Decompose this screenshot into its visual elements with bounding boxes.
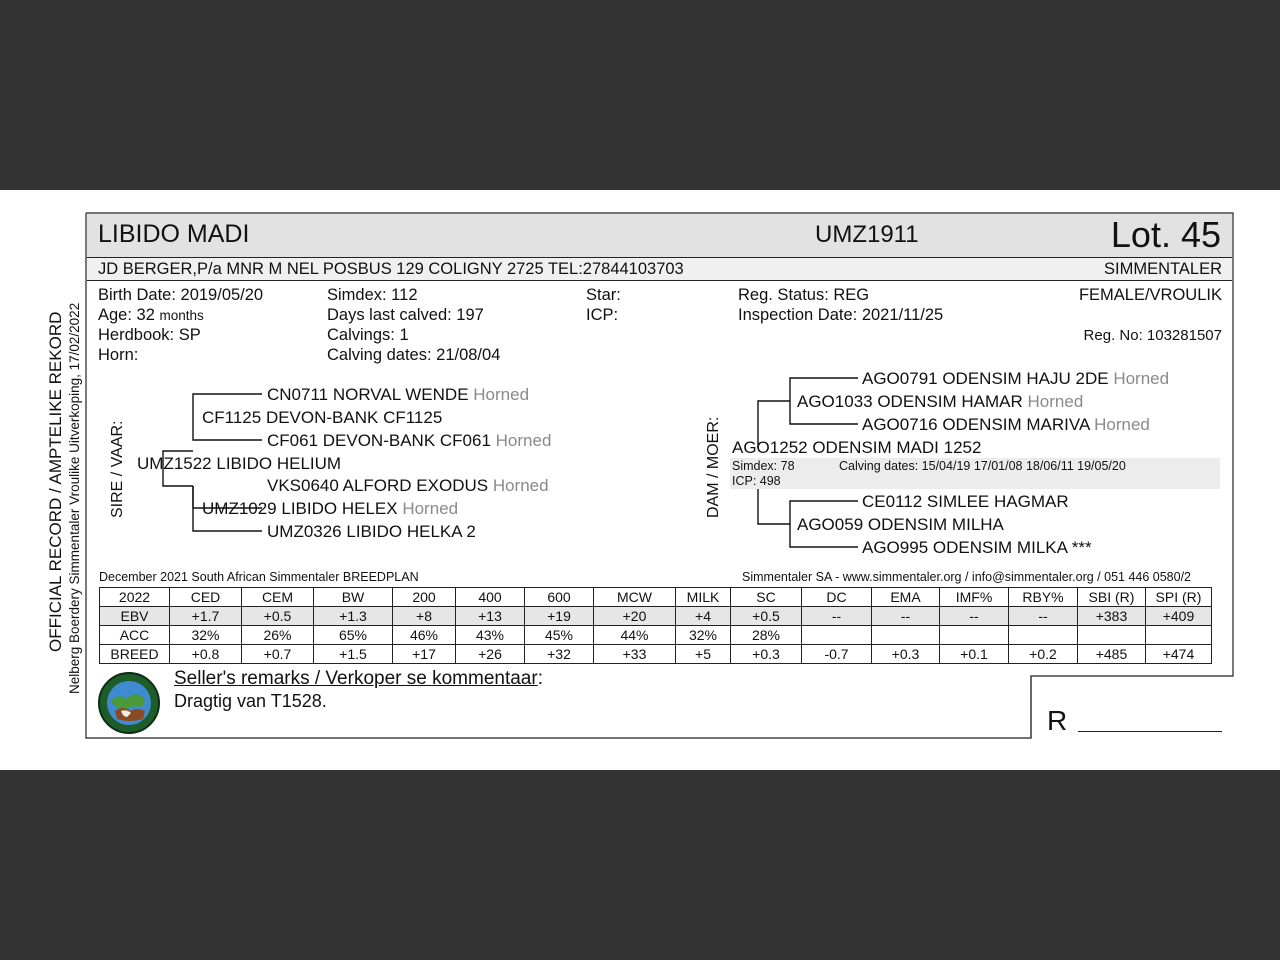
sire-sire: CF1125 DEVON-BANK CF1125	[202, 408, 443, 427]
table-row	[100, 645, 1212, 664]
icp: ICP:	[586, 306, 619, 324]
inspection-date: Inspection Date: 2021/11/25	[738, 306, 944, 324]
table-cell	[940, 626, 1009, 645]
table-cell: +409	[1146, 607, 1212, 626]
table-cell	[1078, 626, 1146, 645]
table-cell: BW	[314, 588, 393, 607]
table-cell: +26	[456, 645, 525, 664]
price-input-line[interactable]	[1078, 731, 1222, 732]
table-cell: BREED	[100, 645, 170, 664]
horn-label: Horned	[402, 499, 459, 518]
horn-label: Horned	[1027, 392, 1084, 411]
table-cell: --	[802, 607, 872, 626]
birth-date: Birth Date: 2019/05/20	[98, 286, 264, 304]
table-cell: +0.2	[1009, 645, 1078, 664]
table-cell: +485	[1078, 645, 1146, 664]
table-cell: +0.7	[242, 645, 314, 664]
breed-label: SIMMENTALER	[1104, 260, 1222, 278]
breedplan-caption: December 2021 South African Simmentaler BREEDPLAN	[99, 570, 419, 584]
table-cell: 32%	[676, 626, 731, 645]
table-cell: +0.5	[242, 607, 314, 626]
table-cell	[802, 626, 872, 645]
remarks-text: Dragtig van T1528.	[174, 691, 327, 711]
animal-name: LIBIDO MADI	[98, 220, 250, 248]
table-cell: 43%	[456, 626, 525, 645]
table-cell: EBV	[100, 607, 170, 626]
table-cell: 44%	[594, 626, 676, 645]
table-header-row	[100, 588, 1212, 607]
dam-dam-dam: AGO995 ODENSIM MILKA ***	[862, 538, 1092, 557]
remarks-title: Seller's remarks / Verkoper se kommentaar	[174, 668, 538, 689]
table-cell: --	[940, 607, 1009, 626]
table-cell: +1.7	[170, 607, 242, 626]
breedplan-table	[99, 587, 1212, 664]
sire-dam-sire: VKS0640 ALFORD EXODUS Horned	[267, 476, 549, 495]
horn-label: Horned	[495, 431, 552, 450]
table-cell: +1.3	[314, 607, 393, 626]
calving-dates: Calving dates: 21/08/04	[327, 346, 501, 364]
table-row	[100, 626, 1212, 645]
table-cell: MCW	[594, 588, 676, 607]
table-row	[100, 607, 1212, 626]
table-cell: +19	[525, 607, 594, 626]
table-cell: ACC	[100, 626, 170, 645]
calvings: Calvings: 1	[327, 326, 409, 344]
days-last-calved: Days last calved: 197	[327, 306, 484, 324]
table-cell	[1146, 626, 1212, 645]
horn-status: Horn:	[98, 346, 139, 364]
table-cell: +13	[456, 607, 525, 626]
dam-simdex: Simdex: 78	[732, 459, 795, 473]
table-cell: SPI (R)	[1146, 588, 1212, 607]
table-cell	[872, 626, 940, 645]
catalogue-sheet	[0, 190, 1280, 770]
table-cell: +8	[393, 607, 456, 626]
sale-info-text: Nelberg Boerdery Simmentaler Vroulike Uitverkoping, 17/02/2022	[67, 302, 82, 694]
price-currency: R	[1047, 705, 1068, 736]
table-cell: +1.5	[314, 645, 393, 664]
sire-label: SIRE / VAAR:	[109, 420, 126, 518]
dam: AGO1252 ODENSIM MADI 1252	[732, 438, 982, 457]
registration-status: Reg. Status: REG	[738, 286, 870, 304]
table-cell: 26%	[242, 626, 314, 645]
horn-label: Horned	[492, 476, 549, 495]
owner-address: JD BERGER,P/a MNR M NEL POSBUS 129 COLIGNY 2725 TEL:27844103703	[98, 260, 684, 278]
sire-dam-dam: UMZ0326 LIBIDO HELKA 2	[267, 522, 476, 541]
registration-number: Reg. No: 103281507	[1083, 327, 1222, 344]
table-cell: CEM	[242, 588, 314, 607]
dam-calving-dates: Calving dates: 15/04/19 17/01/08 18/06/11 19/05/20	[839, 459, 1126, 473]
dam-label: DAM / MOER:	[705, 416, 722, 518]
dam-icp: ICP: 498	[732, 474, 781, 488]
remarks-heading: Seller's remarks / Verkoper se kommentaar:	[174, 668, 543, 689]
herdbook: Herdbook: SP	[98, 326, 201, 344]
table-cell: +474	[1146, 645, 1212, 664]
table-cell: 65%	[314, 626, 393, 645]
table-cell: +0.3	[872, 645, 940, 664]
table-cell: -0.7	[802, 645, 872, 664]
table-cell: MILK	[676, 588, 731, 607]
table-cell: 400	[456, 588, 525, 607]
table-cell: +4	[676, 607, 731, 626]
table-cell: 200	[393, 588, 456, 607]
table-cell: CED	[170, 588, 242, 607]
horn-label: Horned	[473, 385, 530, 404]
sex-label: FEMALE/VROULIK	[1078, 286, 1222, 304]
table-cell: +5	[676, 645, 731, 664]
table-cell: 600	[525, 588, 594, 607]
table-cell: 28%	[731, 626, 802, 645]
star-rating: Star:	[586, 286, 621, 304]
horn-label: Horned	[1094, 415, 1150, 434]
table-cell: 2022	[100, 588, 170, 607]
lot-number: Lot. 45	[1110, 214, 1221, 255]
table-cell: +32	[525, 645, 594, 664]
table-cell: --	[1009, 607, 1078, 626]
table-cell: +0.5	[731, 607, 802, 626]
table-cell: +0.1	[940, 645, 1009, 664]
sire: UMZ1522 LIBIDO HELIUM	[137, 454, 342, 473]
table-cell: SBI (R)	[1078, 588, 1146, 607]
age-value: Age: 32	[98, 306, 155, 324]
dam-sire-sire: AGO0791 ODENSIM HAJU 2DE Horned	[862, 369, 1170, 388]
table-cell: 46%	[393, 626, 456, 645]
table-cell: SC	[731, 588, 802, 607]
sire-sire-sire: CN0711 NORVAL WENDE Horned	[267, 385, 530, 404]
age-unit: months	[159, 308, 204, 323]
table-cell: +383	[1078, 607, 1146, 626]
dam-dam: AGO059 ODENSIM MILHA	[797, 515, 1004, 534]
table-cell: +17	[393, 645, 456, 664]
table-cell: RBY%	[1009, 588, 1078, 607]
table-cell	[1009, 626, 1078, 645]
table-cell: 32%	[170, 626, 242, 645]
horn-label: Horned	[1113, 369, 1170, 388]
contact-caption: Simmentaler SA - www.simmentaler.org / info@simmentaler.org / 051 446 0580/2	[742, 570, 1192, 584]
table-cell: --	[872, 607, 940, 626]
official-record-text: OFFICIAL RECORD / AMPTELIKE REKORD	[46, 311, 65, 652]
simdex: Simdex: 112	[327, 286, 418, 304]
dam-sire-dam: AGO0716 ODENSIM MARIVA Horned	[862, 415, 1150, 434]
table-cell: +0.3	[731, 645, 802, 664]
table-cell: +0.8	[170, 645, 242, 664]
registration-id: UMZ1911	[815, 221, 919, 248]
simmentaler-logo-icon	[97, 671, 161, 735]
table-cell: +33	[594, 645, 676, 664]
table-cell: DC	[802, 588, 872, 607]
dam-dam-sire: CE0112 SIMLEE HAGMAR	[862, 492, 1069, 511]
table-cell: IMF%	[940, 588, 1009, 607]
table-cell: EMA	[872, 588, 940, 607]
table-cell: 45%	[525, 626, 594, 645]
sire-dam: UMZ1029 LIBIDO HELEX Horned	[202, 499, 459, 518]
dam-sire: AGO1033 ODENSIM HAMAR Horned	[797, 392, 1084, 411]
table-cell: +20	[594, 607, 676, 626]
sire-sire-dam: CF061 DEVON-BANK CF061 Horned	[267, 431, 552, 450]
